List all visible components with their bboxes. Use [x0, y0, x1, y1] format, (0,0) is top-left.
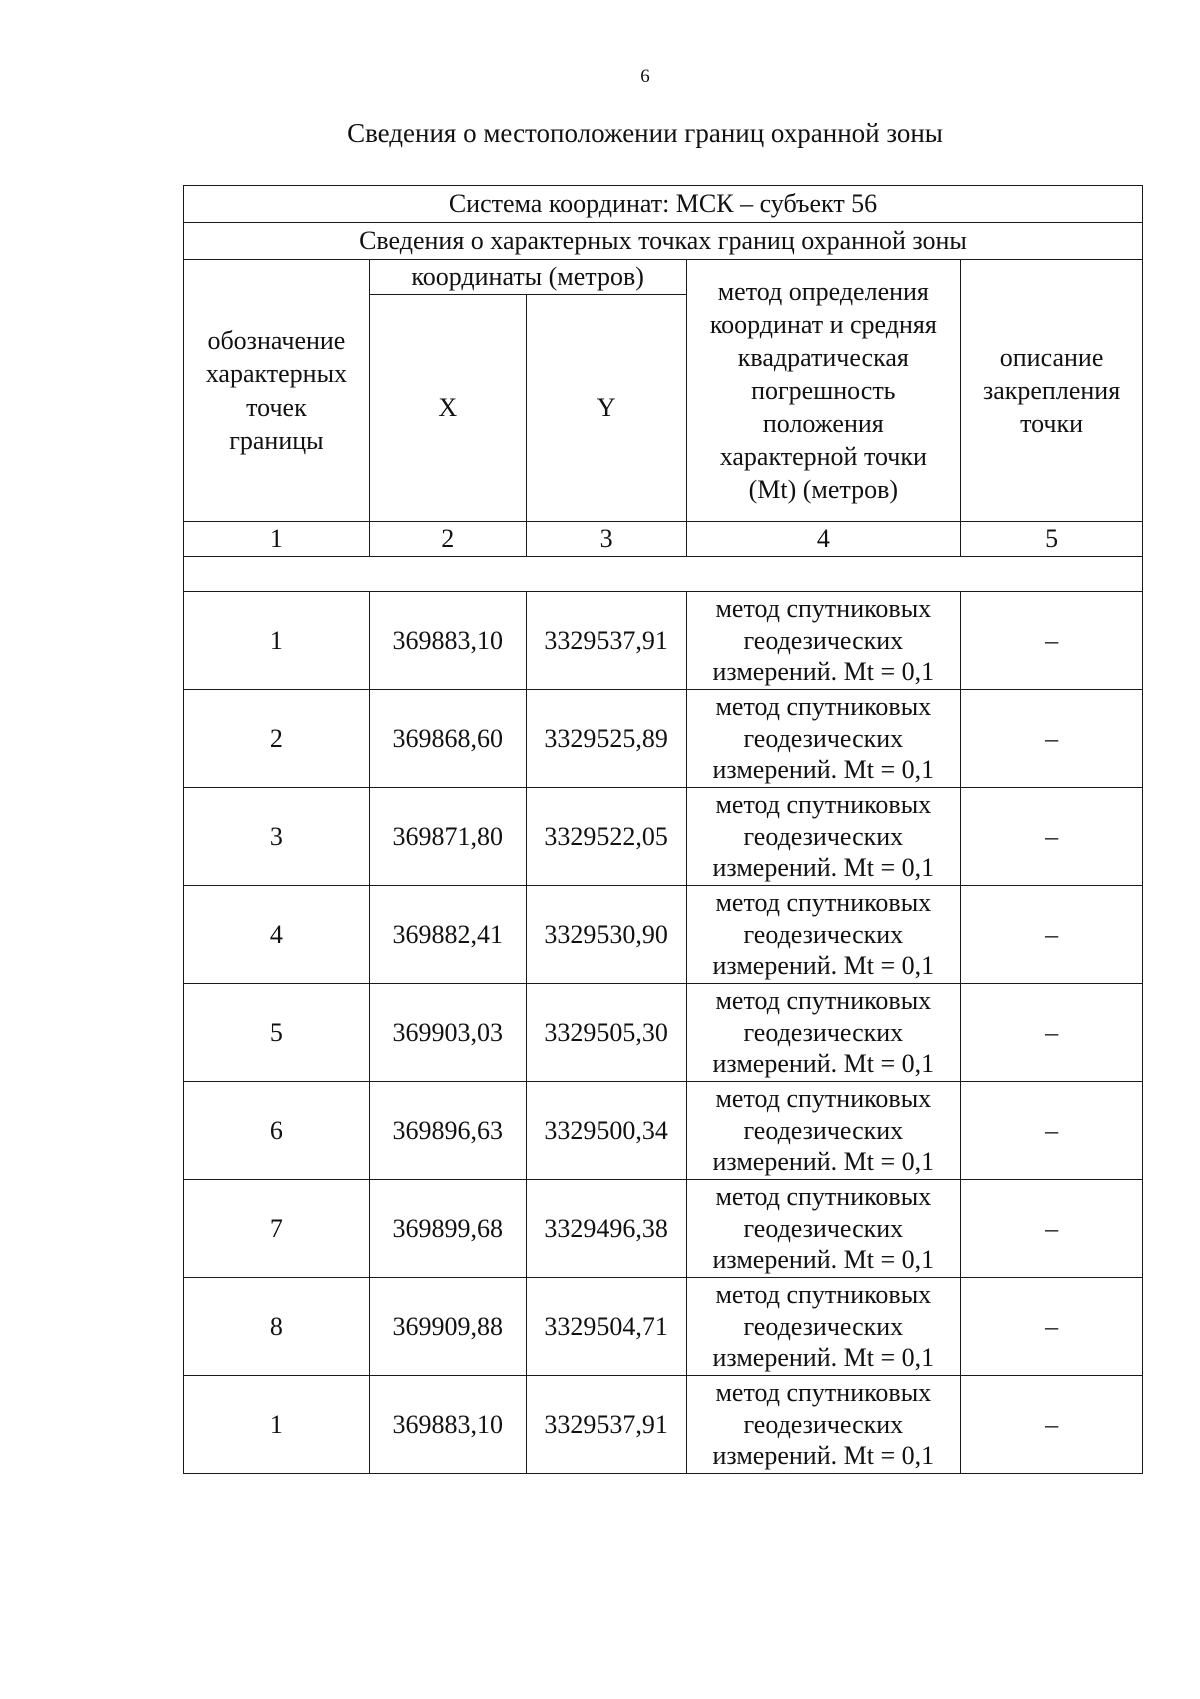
header-text: точки	[1020, 409, 1084, 438]
header-text: квадратическая	[737, 342, 909, 372]
method-line: измерений. Mt = 0,1	[712, 951, 935, 981]
table-row	[184, 1082, 1143, 1180]
method-line: метод спутниковых	[715, 1377, 932, 1407]
fixing-cell: –	[961, 1082, 1143, 1180]
method-cell	[686, 1082, 961, 1180]
y-coordinate-cell: 3329500,34	[526, 1082, 686, 1180]
point-number-cell: 7	[184, 1180, 370, 1278]
table-row	[184, 984, 1143, 1082]
method-cell	[686, 1376, 961, 1474]
column-number: 4	[686, 522, 961, 557]
header-method	[686, 260, 961, 522]
header-designation	[184, 260, 370, 522]
method-cell	[686, 690, 961, 788]
x-coordinate-cell: 369882,41	[369, 886, 526, 984]
fixing-cell: –	[961, 690, 1143, 788]
header-text: описание	[999, 342, 1104, 372]
column-number: 2	[369, 522, 526, 557]
point-number-cell: 6	[184, 1082, 370, 1180]
table-row	[184, 886, 1143, 984]
method-line: метод спутниковых	[715, 691, 932, 721]
column-numbers-row	[184, 522, 1143, 557]
document-title: Сведения о местоположении границ охранной зоны	[347, 118, 943, 148]
x-coordinate-cell: 369883,10	[369, 1376, 526, 1474]
y-coordinate-cell: 3329496,38	[526, 1180, 686, 1278]
header-row-top	[184, 260, 1143, 295]
method-line: измерений. Mt = 0,1	[712, 1441, 935, 1471]
method-line: метод спутниковых	[715, 1181, 932, 1211]
method-cell	[686, 1180, 961, 1278]
method-line: измерений. Mt = 0,1	[712, 1343, 935, 1373]
x-coordinate-cell: 369903,03	[369, 984, 526, 1082]
header-fixing	[961, 260, 1143, 522]
point-number-cell: 5	[184, 984, 370, 1082]
method-line: измерений. Mt = 0,1	[712, 853, 935, 883]
section-title-row	[184, 223, 1143, 260]
empty-cell	[184, 557, 1143, 592]
point-number-cell: 2	[184, 690, 370, 788]
method-line: геодезических	[743, 821, 904, 851]
header-text: закрепления	[982, 375, 1121, 405]
y-coordinate-cell: 3329525,89	[526, 690, 686, 788]
table-row	[184, 1180, 1143, 1278]
y-coordinate-cell: 3329537,91	[526, 1376, 686, 1474]
method-line: метод спутниковых	[715, 593, 932, 623]
fixing-cell: –	[961, 1376, 1143, 1474]
header-text: точек	[246, 392, 307, 422]
header-x: X	[369, 295, 526, 522]
y-coordinate-cell: 3329537,91	[526, 592, 686, 690]
y-coordinate-cell: 3329530,90	[526, 886, 686, 984]
fixing-cell: –	[961, 886, 1143, 984]
fixing-cell: –	[961, 788, 1143, 886]
table-body	[184, 186, 1143, 592]
point-number-cell: 1	[184, 592, 370, 690]
page-number: 6	[640, 66, 650, 87]
coordinate-system-row	[184, 186, 1143, 223]
method-line: измерений. Mt = 0,1	[712, 657, 935, 687]
point-number-cell: 8	[184, 1278, 370, 1376]
method-line: геодезических	[743, 1409, 904, 1439]
empty-row	[184, 557, 1143, 592]
header-text: характерной точки	[719, 442, 927, 472]
boundary-points-table	[183, 185, 1143, 1474]
table-row	[184, 1278, 1143, 1376]
header-text: границы	[229, 425, 324, 455]
header-text: положения	[762, 409, 884, 438]
section-title-cell: Сведения о характерных точках границ охранной зоны	[184, 223, 1143, 260]
coordinate-system-cell: Система координат: МСК – субъект 56	[184, 186, 1143, 223]
method-line: геодезических	[743, 919, 904, 949]
column-number: 3	[526, 522, 686, 557]
method-line: геодезических	[743, 625, 904, 655]
method-line: метод спутниковых	[715, 887, 932, 917]
method-cell	[686, 592, 961, 690]
header-text: обозначение	[207, 326, 346, 356]
point-number-cell: 3	[184, 788, 370, 886]
table-row	[184, 592, 1143, 690]
x-coordinate-cell: 369883,10	[369, 592, 526, 690]
column-number: 1	[184, 522, 370, 557]
column-number: 5	[961, 522, 1143, 557]
method-cell	[686, 984, 961, 1082]
table-row	[184, 1376, 1143, 1474]
header-text: метод определения	[717, 276, 929, 306]
method-line: геодезических	[743, 1017, 904, 1047]
method-line: геодезических	[743, 1213, 904, 1243]
point-number-cell: 4	[184, 886, 370, 984]
header-text: характерных	[205, 359, 348, 389]
y-coordinate-cell: 3329505,30	[526, 984, 686, 1082]
method-line: измерений. Mt = 0,1	[712, 1147, 935, 1177]
x-coordinate-cell: 369909,88	[369, 1278, 526, 1376]
method-line: измерений. Mt = 0,1	[712, 1245, 935, 1275]
table-row	[184, 788, 1143, 886]
method-line: геодезических	[743, 1115, 904, 1145]
method-line: геодезических	[743, 723, 904, 753]
fixing-cell: –	[961, 592, 1143, 690]
method-line: метод спутниковых	[715, 1083, 932, 1113]
fixing-cell: –	[961, 1278, 1143, 1376]
method-line: измерений. Mt = 0,1	[712, 755, 935, 785]
method-line: измерений. Mt = 0,1	[712, 1049, 935, 1079]
header-text: (Mt) (метров)	[748, 475, 899, 505]
point-number-cell: 1	[184, 1376, 370, 1474]
x-coordinate-cell: 369868,60	[369, 690, 526, 788]
table-row	[184, 690, 1143, 788]
header-coordinates: координаты (метров)	[369, 260, 686, 295]
header-text: координат и средняя	[709, 309, 937, 339]
method-cell	[686, 886, 961, 984]
x-coordinate-cell: 369871,80	[369, 788, 526, 886]
y-coordinate-cell: 3329522,05	[526, 788, 686, 886]
method-cell	[686, 1278, 961, 1376]
x-coordinate-cell: 369896,63	[369, 1082, 526, 1180]
method-cell	[686, 788, 961, 886]
method-line: метод спутниковых	[715, 1279, 932, 1309]
fixing-cell: –	[961, 984, 1143, 1082]
x-coordinate-cell: 369899,68	[369, 1180, 526, 1278]
method-line: метод спутниковых	[715, 789, 932, 819]
method-line: геодезических	[743, 1311, 904, 1341]
y-coordinate-cell: 3329504,71	[526, 1278, 686, 1376]
data-rows	[184, 592, 1143, 1474]
header-text: погрешность	[751, 375, 896, 405]
header-y: Y	[526, 295, 686, 522]
method-line: метод спутниковых	[715, 985, 932, 1015]
fixing-cell: –	[961, 1180, 1143, 1278]
